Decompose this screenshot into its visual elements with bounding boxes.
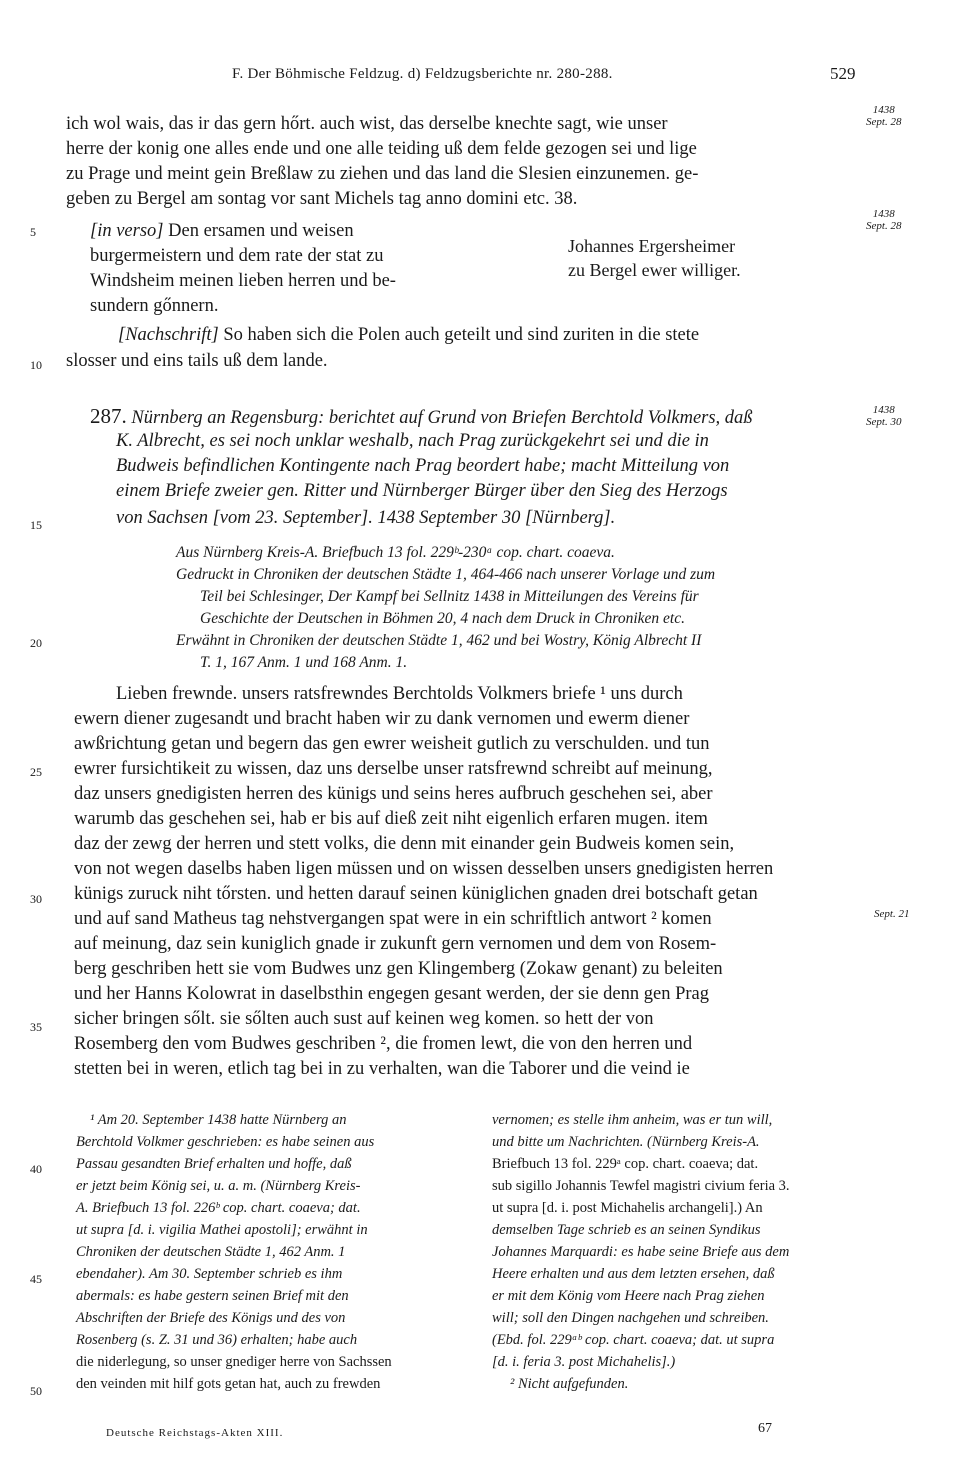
doc-heading-line: Budweis befindlichen Kontingente nach Prag beordert habe; macht Mitteilung von <box>116 456 730 476</box>
line-number: 25 <box>30 765 42 779</box>
footnote-line: Johannes Marquardi: es habe seine Briefe aus dem <box>492 1244 790 1260</box>
source-line: Erwähnt in Chroniken der deutschen Städte 1, 462 und bei Wostry, König Albrecht II <box>176 632 702 649</box>
footnote-line: will; soll den Dingen nachgehen und schreiben. <box>492 1310 769 1326</box>
source-line: Aus Nürnberg Kreis-A. Briefbuch 13 fol. 229ᵇ-230ᵃ cop. chart. coaeva. <box>176 544 615 561</box>
signature-mark: 67 <box>758 1421 772 1436</box>
footnote-line: vernomen; es stelle ihm anheim, was er tun will, <box>492 1112 773 1128</box>
footnote-line: ² Nicht aufgefunden. <box>510 1376 629 1392</box>
address-line: sundern gőnnern. <box>90 296 219 316</box>
body-line: sicher bringen sőlt. sie sőlten auch sust auf keinen weg komen. so hett der von <box>74 1009 654 1029</box>
doc-number: 287. <box>90 404 127 428</box>
body-line: und auf sand Matheus tag nehstvergangen spat were in ein schriftlich antwort ² komen <box>74 909 712 929</box>
running-header: F. Der Böhmische Feldzug. d) Feldzugsberichte nr. 280-288. <box>232 66 613 82</box>
footnote-line: Chroniken der deutschen Städte 1, 462 Anm. 1 <box>76 1244 346 1260</box>
page-number: 529 <box>830 64 856 83</box>
doc-heading-line: K. Albrecht, es sei noch unklar weshalb, nach Prag zurückgekehrt sei und die in <box>116 431 709 451</box>
line-number: 50 <box>30 1384 42 1398</box>
address-line: [in verso] Den ersamen und weisen <box>90 221 354 241</box>
footnote-line: sub sigillo Johannis Tewfel magistri civium feria 3. <box>492 1178 790 1194</box>
line-number: 20 <box>30 636 42 650</box>
footnote-line: Rosenberg (s. Z. 31 und 36) erhalten; habe auch <box>76 1332 358 1348</box>
doc-heading-line: 287. Nürnberg an Regensburg: berichtet auf Grund von Briefen Berchtold Volkmers, daß <box>90 404 753 428</box>
margin-date-1: 1438 Sept. 28 <box>866 104 902 128</box>
body-line: von not wegen daselbs haben ligen müssen und on wissen desselben unsers gnedigisten herren <box>74 859 774 879</box>
margin-date-doc: 1438 Sept. 30 <box>866 404 902 428</box>
margin-date-sept21: Sept. 21 <box>874 908 910 920</box>
body-line: künigs zuruck niht tőrsten. und hetten darauf seinen küniglichen gnaden drei botschaft getan <box>74 884 758 904</box>
footnote-line: und bitte um Nachrichten. (Nürnberg Kreis-A. <box>492 1134 760 1150</box>
footnote-line: demselben Tage schrieb es an seinen Syndikus <box>492 1222 761 1238</box>
line-number: 5 <box>30 225 36 239</box>
footnote-line: (Ebd. fol. 229ᵃᵇ cop. chart. coaeva; dat. ut supra <box>492 1332 775 1348</box>
text-line: herre der konig one alles ende und one alle teiding uß dem felde gezogen sei und lige <box>66 139 697 159</box>
footnote-line: Abschriften der Briefe des Königs und des von <box>76 1310 346 1326</box>
footnote-line: Passau gesandten Brief erhalten und hoffe, daß <box>76 1156 352 1172</box>
line-number: 10 <box>30 358 42 372</box>
doc-heading-line: von Sachsen [vom 23. September]. 1438 September 30 [Nürnberg]. <box>116 508 616 528</box>
body-line: Rosemberg den vom Budwes geschriben ², die fromen lewt, die von den herren und <box>74 1034 693 1054</box>
footnote-line: Heere erhalten und aus dem letzten ersehen, daß <box>492 1266 775 1282</box>
postscript-line: [Nachschrift] So haben sich die Polen auch geteilt und sind zuriten in die stete <box>118 325 700 345</box>
footnote-line: ut supra [d. i. post Michahelis archangeli].) An <box>492 1200 763 1216</box>
body-line: awßrichtung getan und begern das gen ewrer weisheit gutlich zu verschulden. und tun <box>74 734 710 754</box>
footnote-line: abermals: es habe gestern seinen Brief mit den <box>76 1288 349 1304</box>
footnote-line: Briefbuch 13 fol. 229ᵃ cop. chart. coaeva; dat. <box>492 1156 759 1172</box>
body-line: und her Hanns Kolowrat in daselbsthin engegen gesant werden, der sie denn gen Prag <box>74 984 709 1004</box>
source-line: T. 1, 167 Anm. 1 und 168 Anm. 1. <box>200 654 408 671</box>
body-line: daz der zewg der herren und stett volks, die denn mit einander gein Budweis komen sein, <box>74 834 735 854</box>
body-line: warumb das geschehen sei, hab er bis auf dieß zeit niht eigenlich erfaren mugen. item <box>74 809 708 829</box>
doc-heading-line: einem Briefe zweier gen. Ritter und Nürnberger Bürger über den Sieg des Herzogs <box>116 481 728 501</box>
address-line: burgermeistern und dem rate der stat zu <box>90 246 384 266</box>
text-line: zu Prage und meint gein Breßlaw zu ziehen und das land die Slesien einzunemen. ge- <box>66 164 699 184</box>
signature-block: Johannes Ergersheimer zu Bergel ewer williger. <box>568 236 741 280</box>
body-line: Lieben frewnde. unsers ratsfrewndes Berchtolds Volkmers briefe ¹ uns durch <box>116 684 683 704</box>
body-line: ewrer fursichtikeit zu wissen, daz uns derselbe unser ratsfrewnd schreibt auf meinung, <box>74 759 713 779</box>
line-number: 30 <box>30 892 42 906</box>
footnote-line: ¹ Am 20. September 1438 hatte Nürnberg an <box>90 1112 347 1128</box>
postscript-line: slosser und eins tails uß dem lande. <box>66 351 328 371</box>
footnote-line: [d. i. feria 3. post Michahelis].) <box>492 1354 676 1370</box>
footnote-line: er jetzt beim König sei, u. a. m. (Nürnberg Kreis- <box>76 1178 361 1194</box>
line-number: 35 <box>30 1020 42 1034</box>
body-line: ewern diener zugesandt und bracht haben wir zu dank vernomen und ewerm diener <box>74 709 690 729</box>
source-line: Gedruckt in Chroniken der deutschen Städte 1, 464-466 nach unserer Vorlage und zum <box>176 566 716 583</box>
line-number: 40 <box>30 1162 42 1176</box>
source-line: Geschichte der Deutschen in Böhmen 20, 4 nach dem Druck in Chroniken etc. <box>200 610 685 627</box>
footnote-line: er mit dem König vom Heere nach Prag ziehen <box>492 1288 765 1304</box>
margin-date-2: 1438 Sept. 28 <box>866 208 902 232</box>
line-number: 15 <box>30 518 42 532</box>
footnote-line: den veinden mit hilf gots getan hat, auch zu frewden <box>76 1376 381 1392</box>
series-footer: Deutsche Reichstags-Akten XIII. <box>106 1427 284 1439</box>
body-line: daz unsers gnedigisten herren des künigs und seins heres aufbruch geschehen sei, aber <box>74 784 713 804</box>
footnote-line: Berchtold Volkmer geschrieben: es habe seinen aus <box>76 1134 375 1150</box>
source-line: Teil bei Schlesinger, Der Kampf bei Sellnitz 1438 in Mitteilungen des Vereins für <box>200 588 699 605</box>
text-line: geben zu Bergel am sontag vor sant Michels tag anno domini etc. 38. <box>66 189 578 209</box>
body-line: auf meinung, daz sein kuniglich gnade ir zukunft gern vernomen und dem von Rosem- <box>74 934 717 954</box>
footnote-line: A. Briefbuch 13 fol. 226ᵇ cop. chart. coaeva; dat. <box>76 1200 361 1216</box>
body-line: berg geschriben hett sie vom Budwes unz gen Klingemberg (Zokaw genant) zu beleiten <box>74 959 723 979</box>
text-line: ich wol wais, das ir das gern hőrt. auch wist, das derselbe knechte sagt, wie unser <box>66 114 668 134</box>
footnote-line: ut supra [d. i. vigilia Mathei apostoli]; erwähnt in <box>76 1222 368 1238</box>
body-line: stetten bei in weren, etlich tag bei in zu verhalten, wan die Taborer und die veind ie <box>74 1059 690 1079</box>
line-number: 45 <box>30 1272 42 1286</box>
footnote-line: ebendaher). Am 30. September schrieb es ihm <box>76 1266 343 1282</box>
address-line: Windsheim meinen lieben herren und be- <box>90 271 396 291</box>
footnote-line: die niderlegung, so unser gnediger herre von Sachssen <box>76 1354 392 1370</box>
